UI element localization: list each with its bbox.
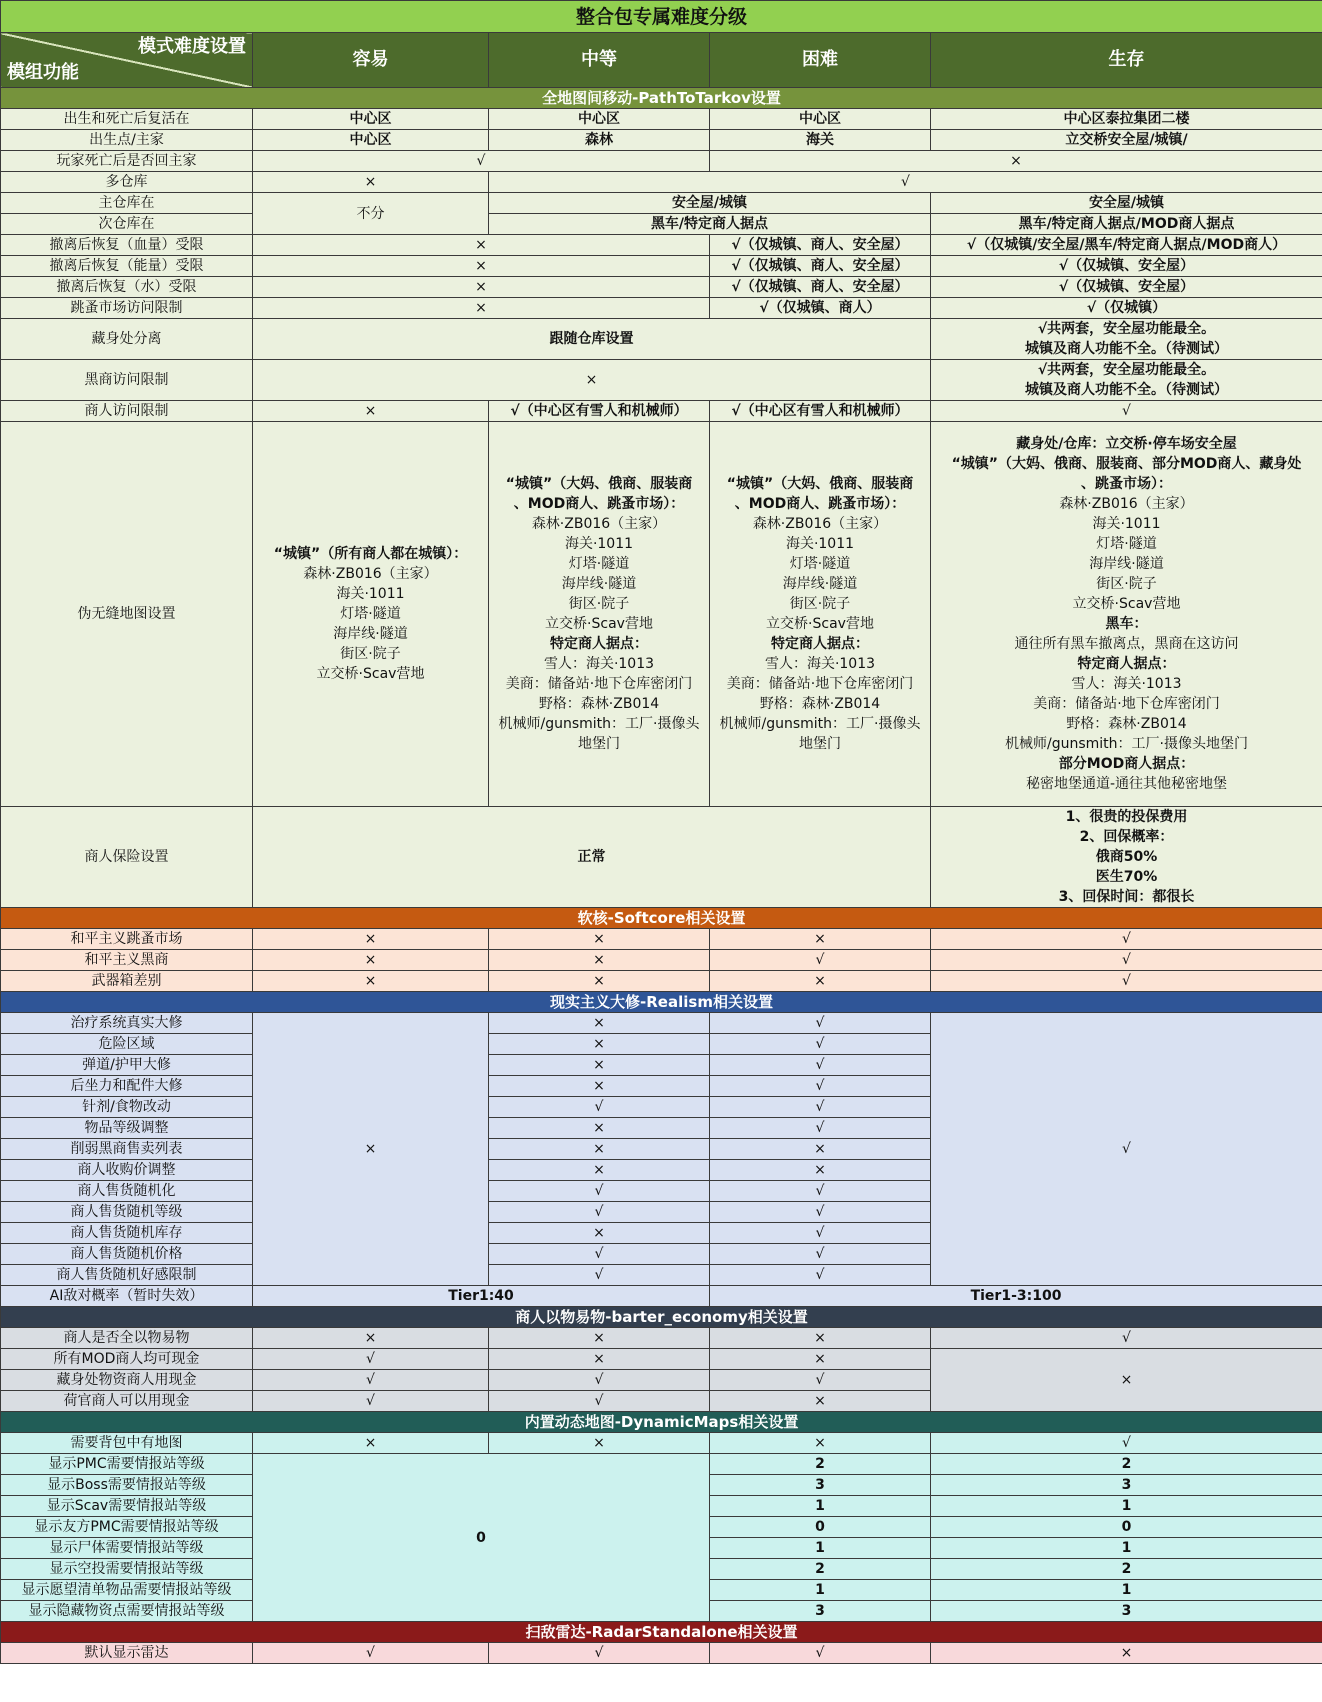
cell-survival: √: [931, 401, 1322, 422]
row-label: 治疗系统真实大修: [1, 1013, 253, 1034]
row-label: 藏身处分离: [1, 319, 253, 360]
section-dynamicmaps: 内置动态地图-DynamicMaps相关设置: [1, 1412, 1322, 1433]
header-medium: 中等: [489, 33, 710, 88]
cell-hard: √: [710, 1370, 931, 1391]
cell-medium: 森林: [489, 130, 710, 151]
cell-hard: 1: [710, 1580, 931, 1601]
cell-hard: √: [710, 1244, 931, 1265]
cell-hard: √（中心区有雪人和机械师）: [710, 401, 931, 422]
header-mode-label: 模式难度设置: [138, 36, 246, 57]
cell-line: √共两套，安全屋功能最全。: [1037, 362, 1216, 378]
cell-line: 灯塔·隧道: [1096, 536, 1157, 552]
cell-medium: ×: [489, 1118, 710, 1139]
cell-hard: ×: [710, 929, 931, 950]
cell-line: 2、回保概率：: [1079, 829, 1174, 845]
cell-easy-to-hard: ×: [253, 360, 931, 401]
cell-easy-medium: ×: [253, 298, 710, 319]
row-label: 显示隐藏物资点需要情报站等级: [1, 1601, 253, 1622]
cell-line: 海关·1011: [1092, 516, 1161, 532]
cell-line: 野格：森林·ZB014: [759, 696, 881, 712]
row-label: 主仓库在: [1, 193, 253, 214]
cell-easy: ×: [253, 172, 489, 193]
cell-survival: √: [931, 1013, 1322, 1286]
cell-line: 部分MOD商人据点：: [1058, 756, 1195, 772]
cell-line: 街区·院子: [789, 596, 851, 612]
row-label: 显示空投需要情报站等级: [1, 1559, 253, 1580]
cell-line: √共两套，安全屋功能最全。: [1037, 321, 1216, 337]
row-label: 商人保险设置: [1, 807, 253, 908]
cell-medium: ×: [489, 1223, 710, 1244]
cell-line: 野格：森林·ZB014: [538, 696, 660, 712]
cell-survival: 1: [931, 1496, 1322, 1517]
cell-hard: √（仅城镇、商人、安全屋）: [710, 256, 931, 277]
cell-line: 城镇及商人功能不全。（待测试）: [1025, 341, 1228, 357]
cell-line: “城镇”（大妈、俄商、服装商: [726, 476, 914, 492]
cell-line: “城镇”（所有商人都在城镇）：: [273, 546, 468, 562]
cell-line: 机械师/gunsmith：工厂·摄像头: [719, 716, 921, 732]
cell-hard: ×: [710, 971, 931, 992]
row-label: 伪无缝地图设置: [1, 422, 253, 807]
cell-survival: [931, 360, 1322, 401]
row-label: 商人收购价调整: [1, 1160, 253, 1181]
cell-line: 森林·ZB016（主家）: [752, 516, 888, 532]
cell-line: 森林·ZB016（主家）: [1059, 496, 1194, 512]
cell-hard: 2: [710, 1454, 931, 1475]
cell-hard: √: [710, 1034, 931, 1055]
cell-easy-medium: Tier1:40: [253, 1286, 710, 1307]
cell-medium: ×: [489, 1013, 710, 1034]
row-label: 显示Boss需要情报站等级: [1, 1475, 253, 1496]
row-label: 和平主义跳蚤市场: [1, 929, 253, 950]
row-label: 商人售货随机化: [1, 1181, 253, 1202]
cell-easy: √: [253, 1391, 489, 1412]
cell-hard: √: [710, 1202, 931, 1223]
cell-hard: √: [710, 1055, 931, 1076]
row-label: 商人访问限制: [1, 401, 253, 422]
cell-line: 立交桥·Scav营地: [1072, 596, 1181, 612]
row-label: 武器箱差别: [1, 971, 253, 992]
row-label: 撤离后恢复（血量）受限: [1, 235, 253, 256]
row-label: 撤离后恢复（能量）受限: [1, 256, 253, 277]
cell-survival: 立交桥安全屋/城镇/: [931, 130, 1322, 151]
cell-line: 1、很贵的投保费用: [1065, 809, 1188, 825]
header-diagonal-cell: [1, 33, 253, 88]
cell-hard: √: [710, 1013, 931, 1034]
cell-survival: 2: [931, 1559, 1322, 1580]
cell-hard: 1: [710, 1538, 931, 1559]
cell-survival: 3: [931, 1601, 1322, 1622]
cell-survival: √（仅城镇、安全屋）: [931, 277, 1322, 298]
cell-easy-medium: √: [253, 151, 710, 172]
header-survival: 生存: [931, 33, 1322, 88]
cell-line: 美商：储备站·地下仓库密闭门: [1033, 696, 1220, 712]
cell-medium-to-survival: √: [489, 172, 1322, 193]
cell-line: 街区·院子: [568, 596, 630, 612]
row-label: 玩家死亡后是否回主家: [1, 151, 253, 172]
cell-line: 特定商人据点：: [771, 636, 869, 652]
cell-easy: ×: [253, 971, 489, 992]
cell-medium: ×: [489, 929, 710, 950]
cell-line: 、MOD商人、跳蚤市场）：: [734, 496, 906, 512]
cell-line: 森林·ZB016（主家）: [303, 566, 438, 582]
cell-medium: √: [489, 1265, 710, 1286]
row-label: 出生和死亡后复活在: [1, 109, 253, 130]
cell-survival: 中心区泰拉集团二楼: [931, 109, 1322, 130]
cell-survival: √: [931, 1433, 1322, 1454]
cell-medium: ×: [489, 950, 710, 971]
cell-easy-medium: ×: [253, 235, 710, 256]
header-hard: 困难: [710, 33, 931, 88]
cell-hard: √: [710, 1265, 931, 1286]
row-label: 显示愿望清单物品需要情报站等级: [1, 1580, 253, 1601]
section-radar: 扫敌雷达-RadarStandalone相关设置: [1, 1622, 1322, 1643]
cell-hard: ×: [710, 1328, 931, 1349]
cell-medium: √: [489, 1097, 710, 1118]
cell-medium-hard: 黑车/特定商人据点: [489, 214, 931, 235]
row-label: 物品等级调整: [1, 1118, 253, 1139]
cell-line: 藏身处/仓库：立交桥·停车场安全屋: [1016, 436, 1237, 452]
cell-survival: [931, 319, 1322, 360]
cell-hard: √: [710, 1097, 931, 1118]
row-label: 黑商访问限制: [1, 360, 253, 401]
cell-line: 雪人：海关·1013: [764, 656, 876, 672]
map-cell-medium: [489, 422, 710, 807]
cell-line: 立交桥·Scav营地: [316, 666, 425, 682]
cell-easy-medium: 0: [253, 1454, 710, 1622]
cell-easy: ×: [253, 929, 489, 950]
cell-line: 海关·1011: [564, 536, 634, 552]
cell-survival: 1: [931, 1580, 1322, 1601]
cell-line: 俄商50%: [1095, 849, 1158, 865]
cell-hard: 0: [710, 1517, 931, 1538]
cell-hard: 海关: [710, 130, 931, 151]
cell-medium: ×: [489, 1034, 710, 1055]
cell-medium: √: [489, 1370, 710, 1391]
cell-line: “城镇”（大妈、俄商、服装商: [505, 476, 693, 492]
cell-easy: ×: [253, 950, 489, 971]
cell-easy: 中心区: [253, 130, 489, 151]
cell-line: 机械师/gunsmith：工厂·摄像头地堡门: [1005, 736, 1248, 752]
difficulty-table-lower: [0, 1285, 1322, 1664]
row-label: 默认显示雷达: [1, 1643, 253, 1664]
row-label: 显示尸体需要情报站等级: [1, 1538, 253, 1559]
section-softcore: 软核-Softcore相关设置: [1, 908, 1322, 929]
cell-line: 森林·ZB016（主家）: [531, 516, 667, 532]
row-label: 危险区域: [1, 1034, 253, 1055]
cell-hard: 中心区: [710, 109, 931, 130]
row-label: 需要背包中有地图: [1, 1433, 253, 1454]
cell-hard: ×: [710, 1139, 931, 1160]
row-label: 显示PMC需要情报站等级: [1, 1454, 253, 1475]
cell-survival: ×: [931, 1643, 1322, 1664]
table-title: 整合包专属难度分级: [1, 1, 1322, 33]
row-label: 显示友方PMC需要情报站等级: [1, 1517, 253, 1538]
row-label: AI敌对概率（暂时失效）: [1, 1286, 253, 1307]
row-label: 所有MOD商人均可现金: [1, 1349, 253, 1370]
cell-medium: 中心区: [489, 109, 710, 130]
cell-line: 地堡门: [578, 736, 620, 752]
row-label: 弹道/护甲大修: [1, 1055, 253, 1076]
cell-line: 机械师/gunsmith：工厂·摄像头: [498, 716, 700, 732]
cell-survival: √（仅城镇/安全屋/黑车/特定商人据点/MOD商人）: [931, 235, 1322, 256]
cell-easy: √: [253, 1643, 489, 1664]
cell-line: 3、回保时间：都很长: [1058, 889, 1195, 905]
row-label: 藏身处物资商人用现金: [1, 1370, 253, 1391]
cell-medium: ×: [489, 1160, 710, 1181]
cell-survival: 1: [931, 1538, 1322, 1559]
row-label: 针剂/食物改动: [1, 1097, 253, 1118]
cell-line: 海关·1011: [336, 586, 405, 602]
row-label: 削弱黑商售卖列表: [1, 1139, 253, 1160]
row-label: 荷官商人可以用现金: [1, 1391, 253, 1412]
cell-hard: √（仅城镇、商人、安全屋）: [710, 235, 931, 256]
cell-easy: ×: [253, 1433, 489, 1454]
cell-survival: 3: [931, 1475, 1322, 1496]
cell-line: 海岸线·隧道: [561, 576, 637, 592]
map-cell-survival: [931, 422, 1322, 807]
header-feature-label: 模组功能: [7, 62, 79, 83]
cell-medium: √: [489, 1643, 710, 1664]
cell-hard: 3: [710, 1475, 931, 1496]
map-cell-easy: [253, 422, 489, 807]
cell-survival: √: [931, 1328, 1322, 1349]
cell-line: 秘密地堡通道-通往其他秘密地堡: [1025, 776, 1228, 792]
cell-line: 地堡门: [799, 736, 841, 752]
row-label: 和平主义黑商: [1, 950, 253, 971]
map-cell-hard: [710, 422, 931, 807]
cell-easy-to-hard: 跟随仓库设置: [253, 319, 931, 360]
cell-line: 雪人：海关·1013: [1071, 676, 1182, 692]
cell-hard: √（仅城镇、商人、安全屋）: [710, 277, 931, 298]
cell-survival: 0: [931, 1517, 1322, 1538]
cell-hard-survival: Tier1-3:100: [710, 1286, 1322, 1307]
row-label: 商人售货随机等级: [1, 1202, 253, 1223]
cell-hard: √: [710, 1181, 931, 1202]
cell-survival: √（仅城镇、安全屋）: [931, 256, 1322, 277]
cell-hard-survival: ×: [710, 151, 1322, 172]
cell-easy-medium: ×: [253, 277, 710, 298]
cell-hard: √: [710, 1223, 931, 1244]
cell-survival: √: [931, 929, 1322, 950]
cell-easy: √: [253, 1349, 489, 1370]
cell-hard: √: [710, 1118, 931, 1139]
cell-line: 立交桥·Scav营地: [545, 616, 653, 632]
cell-easy: ×: [253, 1013, 489, 1286]
cell-survival: √: [931, 971, 1322, 992]
cell-line: 美商：储备站·地下仓库密闭门: [505, 676, 693, 692]
cell-hard: ×: [710, 1391, 931, 1412]
cell-line: 灯塔·隧道: [568, 556, 630, 572]
row-label: 出生点/主家: [1, 130, 253, 151]
cell-survival: √: [931, 950, 1322, 971]
cell-medium: √: [489, 1244, 710, 1265]
cell-survival: ×: [931, 1349, 1322, 1412]
cell-hard: ×: [710, 1349, 931, 1370]
cell-line: 雪人：海关·1013: [543, 656, 655, 672]
section-barter-economy: 商人以物易物-barter_economy相关设置: [1, 1307, 1322, 1328]
cell-survival: √（仅城镇）: [931, 298, 1322, 319]
row-label: 商人是否全以物易物: [1, 1328, 253, 1349]
cell-easy: 不分: [253, 193, 489, 235]
cell-hard: ×: [710, 1433, 931, 1454]
cell-line: 海岸线·隧道: [333, 626, 408, 642]
cell-medium: ×: [489, 1076, 710, 1097]
cell-medium: √: [489, 1202, 710, 1223]
cell-medium: ×: [489, 1349, 710, 1370]
cell-line: 通往所有黑车撤离点，黑商在这访问: [1014, 636, 1239, 652]
cell-line: 黑车：: [1105, 616, 1148, 632]
cell-line: 特定商人据点：: [550, 636, 648, 652]
cell-line: 海岸线·隧道: [1089, 556, 1164, 572]
cell-medium: ×: [489, 1328, 710, 1349]
cell-hard: ×: [710, 1160, 931, 1181]
section-realism: 现实主义大修-Realism相关设置: [1, 992, 1322, 1013]
cell-survival: 安全屋/城镇: [931, 193, 1322, 214]
header-easy: 容易: [253, 33, 489, 88]
cell-line: 特定商人据点：: [1077, 656, 1176, 672]
row-label: 商人售货随机库存: [1, 1223, 253, 1244]
cell-hard: √: [710, 1076, 931, 1097]
cell-medium: √: [489, 1391, 710, 1412]
row-label: 撤离后恢复（水）受限: [1, 277, 253, 298]
section-pathtotarkov: 全地图间移动-PathToTarkov设置: [1, 88, 1322, 109]
insurance-cell-survival: [931, 807, 1322, 908]
cell-line: 医生70%: [1095, 869, 1158, 885]
cell-line: 海岸线·隧道: [782, 576, 858, 592]
row-label: 显示Scav需要情报站等级: [1, 1496, 253, 1517]
cell-line: 立交桥·Scav营地: [766, 616, 874, 632]
cell-line: 野格：森林·ZB014: [1066, 716, 1187, 732]
cell-line: 街区·院子: [340, 646, 401, 662]
cell-medium-hard: 安全屋/城镇: [489, 193, 931, 214]
cell-line: 海关·1011: [785, 536, 855, 552]
cell-easy: ×: [253, 1328, 489, 1349]
cell-hard: √: [710, 950, 931, 971]
cell-medium: √: [489, 1181, 710, 1202]
cell-medium: ×: [489, 1139, 710, 1160]
cell-medium: ×: [489, 971, 710, 992]
cell-easy: ×: [253, 401, 489, 422]
row-label: 跳蚤市场访问限制: [1, 298, 253, 319]
cell-survival: 2: [931, 1454, 1322, 1475]
cell-line: “城镇”（大妈、俄商、服装商、部分MOD商人、藏身处: [951, 456, 1302, 472]
row-label: 后坐力和配件大修: [1, 1076, 253, 1097]
cell-medium: ×: [489, 1055, 710, 1076]
cell-easy: √: [253, 1370, 489, 1391]
cell-line: 美商：储备站·地下仓库密闭门: [726, 676, 914, 692]
cell-easy-medium: ×: [253, 256, 710, 277]
cell-line: 城镇及商人功能不全。（待测试）: [1025, 382, 1228, 398]
row-label: 商人售货随机好感限制: [1, 1265, 253, 1286]
cell-hard: √: [710, 1643, 931, 1664]
row-label: 商人售货随机价格: [1, 1244, 253, 1265]
cell-easy-to-hard: 正常: [253, 807, 931, 908]
cell-line: 、跳蚤市场）：: [1081, 476, 1172, 492]
cell-survival: 黑车/特定商人据点/MOD商人据点: [931, 214, 1322, 235]
cell-line: 灯塔·隧道: [340, 606, 401, 622]
cell-line: 、MOD商人、跳蚤市场）：: [513, 496, 685, 512]
cell-hard: √（仅城镇、商人）: [710, 298, 931, 319]
cell-line: 街区·院子: [1096, 576, 1157, 592]
cell-hard: 3: [710, 1601, 931, 1622]
cell-line: 灯塔·隧道: [789, 556, 851, 572]
row-label: 次仓库在: [1, 214, 253, 235]
cell-hard: 1: [710, 1496, 931, 1517]
cell-hard: 2: [710, 1559, 931, 1580]
cell-easy: 中心区: [253, 109, 489, 130]
row-label: 多仓库: [1, 172, 253, 193]
cell-medium: ×: [489, 1433, 710, 1454]
cell-medium: √（中心区有雪人和机械师）: [489, 401, 710, 422]
